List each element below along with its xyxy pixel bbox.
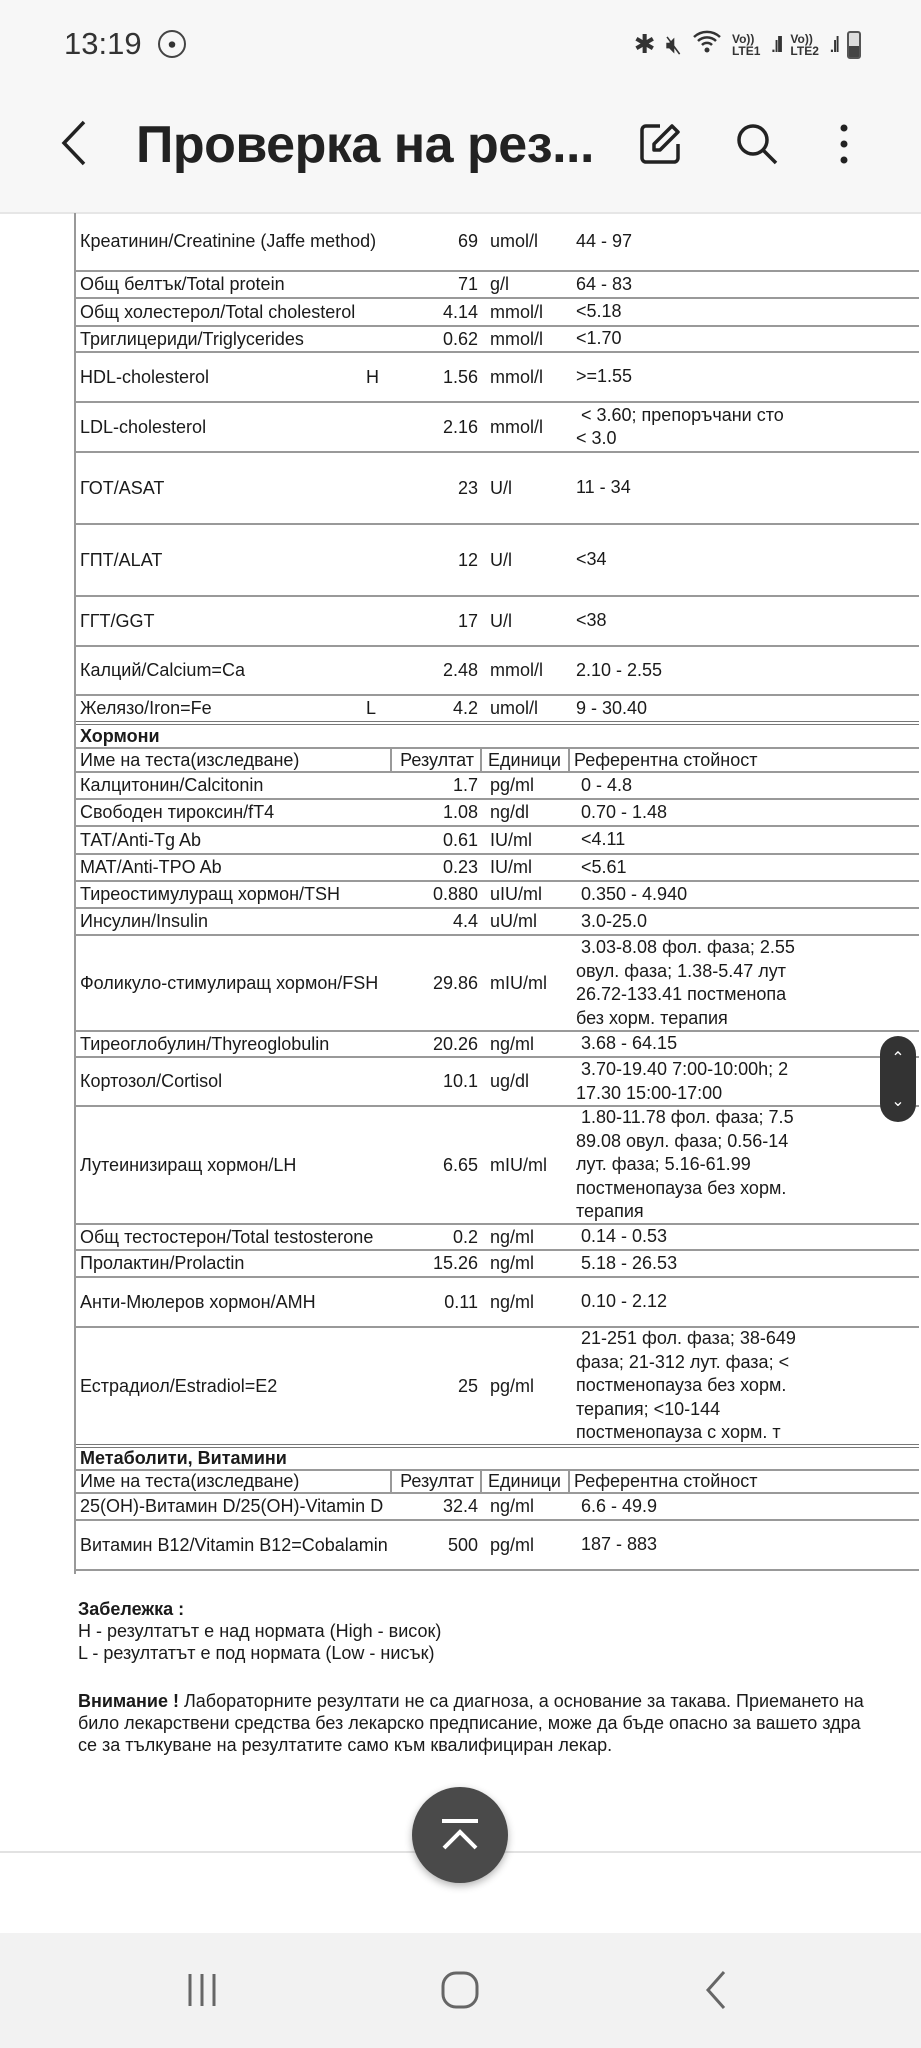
reference-line: >=1.55 [576,366,633,387]
result-units: ng/ml [490,1033,535,1054]
reference-range [576,299,876,325]
column-header-row [76,749,919,773]
result-units: pg/ml [490,1375,535,1396]
status-icons [634,28,861,61]
test-name: Пролактин/Prolactin [80,1253,245,1273]
reference-line: лут. фаза; 5.16-61.99 [576,1154,751,1175]
reference-line: овул. фаза; 1.38-5.47 лут [576,960,786,981]
result-value: 69 [457,231,478,251]
reference-line: 0.14 - 0.53 [576,1226,668,1247]
result-value: 0.62 [442,328,478,349]
recent-apps-button[interactable] [172,1963,232,2017]
test-name: ГОТ/ASAT [80,477,165,498]
reference-line: 64 - 83 [576,273,633,294]
reference-range [576,1278,876,1326]
table-row [76,525,919,597]
table-row [76,597,919,647]
more-icon[interactable] [820,120,868,168]
result-units: U/l [490,549,512,570]
reference-range [576,909,876,934]
reference-line: 0.10 - 2.12 [576,1291,668,1312]
reference-line: 3.03-8.08 фол. фаза; 2.55 [576,937,795,957]
reference-line: 9 - 30.40 [576,697,648,718]
result-units: uU/ml [490,911,538,931]
test-name: HDL-cholesterol [80,366,210,387]
reference-line: 89.08 овул. фаза; 0.56-14 [576,1130,789,1151]
table-row [76,882,919,909]
result-value: 0.2 [452,1226,478,1247]
result-value: 6.65 [442,1154,478,1175]
reference-line: 1.80-11.78 фол. фаза; 7.5 [576,1107,794,1128]
warning-label: Внимание ! [78,1691,179,1711]
result-value: 0.880 [432,884,478,904]
test-name: Фоликуло-стимулиращ хормон/FSH [80,972,379,993]
test-name: Калцитонин/Calcitonin [80,775,264,795]
reference-range [576,353,876,401]
table-row [76,1278,919,1328]
note-high: H - резултатът е над нормата (High - висок) [78,1621,442,1641]
warning-block [78,1690,908,1756]
navigation-bar [0,1933,921,2048]
table-row [76,647,919,696]
reference-line: 0 - 4.8 [576,774,633,795]
table-row [76,1058,919,1107]
result-units: ng/ml [490,1496,535,1516]
lab-results-table [74,213,919,1574]
reference-range [576,855,876,880]
result-value: 4.14 [442,301,478,322]
reference-line: < 3.60; препоръчани сто [576,404,784,425]
reference-line: 2.10 - 2.55 [576,659,663,680]
reference-range [576,1032,876,1056]
table-row [76,696,919,725]
warning-text: Лабораторните резултати не са диагноза, а основание за такава. Приемането на [178,1691,864,1711]
network-label: LTE2 [790,43,819,58]
reference-line: 26.72-133.41 постменопа [576,984,787,1004]
result-units: U/l [490,477,512,498]
result-units: g/l [490,274,510,294]
reference-range [576,1107,876,1223]
reference-line: 3.68 - 64.15 [576,1033,678,1054]
section-title: Метаболити, Витамини [80,1448,287,1468]
reference-line: <34 [576,549,607,570]
table-row [76,773,919,800]
reference-range [576,1251,876,1276]
result-flag: L [366,698,377,718]
result-units: ng/dl [490,802,530,822]
column-header-result: Резултат [392,749,482,771]
chevron-up-icon: ⌃ [891,1049,905,1067]
reference-line: 0.350 - 4.940 [576,883,688,904]
reference-range [576,1521,876,1569]
result-units: umol/l [490,698,539,718]
reference-line: 21-251 фол. фаза; 38-649 [576,1328,796,1349]
result-value: 0.11 [444,1291,478,1312]
signal-icon: .ıll [770,31,781,57]
search-icon[interactable] [733,120,781,168]
result-value: 15.26 [432,1253,478,1273]
test-name: Инсулин/Insulin [80,911,209,931]
column-header-result: Резултат [392,1471,482,1492]
table-row [76,403,919,453]
status-time: 13:19 [64,26,142,61]
result-value: 4.4 [452,911,478,931]
reference-line: постменопауза без хорм. [576,1375,787,1396]
reference-line: 17.30 15:00-17:00 [576,1082,723,1103]
reference-range [576,1328,876,1444]
test-name: 25(OH)-Витамин D/25(OH)-Vitamin D [80,1496,384,1516]
reference-range [576,800,876,825]
test-name: Тиреоглобулин/Thyreoglobulin [80,1033,330,1054]
reference-line: <5.18 [576,301,622,322]
notes-title: Забележка : [78,1599,185,1619]
warning-text: било лекарствени средства без лекарско предписание, може да бъде опасно за вашето здра [78,1713,861,1733]
result-units: ng/ml [490,1291,535,1312]
test-name: Анти-Мюлеров хормон/AMH [80,1291,316,1312]
test-name: ТАТ/Anti-Tg Ab [80,829,202,850]
column-header-reference: Референтна стойност [574,1471,758,1491]
home-button[interactable] [430,1963,490,2017]
reference-line: <38 [576,610,607,631]
column-header-name: Име на теста(изследване) [76,749,392,771]
table-row [76,453,919,525]
section-title: Хормони [80,725,160,746]
network-label: LTE1 [731,43,761,58]
top-bar [0,0,921,214]
table-row [76,299,919,327]
result-value: 17 [457,610,478,631]
warning-text: се за тълкуване на резултатите само към квалифициран лекар. [78,1735,613,1755]
signal-icon: .ıl [828,31,837,57]
note-low: L - резултатът е под нормата (Low - нисък) [78,1643,435,1663]
result-units: ug/dl [490,1071,530,1091]
result-value: 20.26 [432,1033,478,1054]
result-units: ng/ml [490,1226,535,1247]
table-row [76,1225,919,1251]
fast-scroll-handle[interactable] [880,1036,916,1122]
result-units: pg/ml [490,1534,535,1555]
reference-line: 11 - 34 [576,477,631,498]
result-units: mmol/l [490,416,543,437]
reference-line: 3.70-19.40 7:00-10:00h; 2 [576,1059,789,1079]
table-row [76,1251,919,1278]
result-value: 1.7 [452,775,478,795]
reference-range [576,525,876,595]
edit-icon[interactable] [636,120,684,168]
reference-range [576,882,876,907]
reference-line: терапия; <10-144 [576,1398,721,1419]
result-units: IU/ml [490,829,532,850]
test-name: Калций/Calcium=Ca [80,660,245,680]
reference-range [576,773,876,798]
table-row [76,1328,919,1448]
result-units: mmol/l [490,366,543,387]
result-units: mmol/l [490,660,543,680]
test-name: Свободен тироксин/fT4 [80,802,275,822]
reference-line: постменопауза с хорм. т [576,1422,781,1443]
result-units: U/l [490,610,512,631]
back-icon[interactable] [58,118,88,177]
table-row [76,272,919,299]
table-row [76,800,919,827]
reference-line: 6.6 - 49.9 [576,1495,658,1516]
reference-line: постменопауза без хорм. [576,1177,787,1198]
result-value: 0.61 [442,829,478,850]
column-header-row [76,1471,919,1494]
test-name: Общ белтък/Total protein [80,274,285,294]
column-header-units: Единици [482,749,570,771]
test-name: Кортозол/Cortisol [80,1071,223,1091]
table-row [76,936,919,1032]
column-header-units: Единици [482,1471,570,1492]
reference-range [576,1225,876,1249]
result-value: 1.56 [442,366,478,387]
volte-label: Vo)) [790,31,813,46]
table-row [76,1032,919,1058]
reference-line: <5.61 [576,856,627,877]
reference-range [576,827,876,853]
test-name: LDL-cholesterol [80,416,207,437]
bluetooth-icon: ✱ [633,29,656,59]
section-header [76,1448,919,1471]
reference-range [576,403,876,451]
reference-line: 187 - 883 [576,1534,658,1555]
reference-line: без хорм. терапия [576,1007,728,1028]
chevron-down-icon: ⌄ [891,1092,905,1110]
scroll-top-icon [438,1818,482,1852]
test-name: Естрадиол/Estradiol=E2 [80,1375,278,1396]
reference-line: 5.18 - 26.53 [576,1252,678,1273]
reference-range [576,936,876,1030]
test-name: ГГТ/GGT [80,610,155,631]
reference-range [576,272,876,297]
result-units: mIU/ml [490,1154,547,1175]
mute-icon: 🔇︎ [665,28,682,59]
test-name: Креатинин/Creatinine (Jaffe method) [80,231,377,251]
reference-range [576,213,876,270]
result-value: 71 [457,274,478,294]
notes-block [78,1598,908,1664]
test-name: Желязо/Iron=Fe [80,698,212,718]
test-name: МАТ/Anti-TPO Ab [80,857,222,877]
reference-line: 3.0-25.0 [576,910,648,931]
result-units: mmol/l [490,328,543,349]
reference-line: 44 - 97 [576,230,633,251]
reference-line: 0.70 - 1.48 [576,801,668,822]
reference-line: < 3.0 [576,428,617,448]
test-name: Общ холестерол/Total cholesterol [80,301,356,322]
reference-range [576,597,876,645]
table-row [76,827,919,855]
result-value: 0.23 [442,857,478,877]
reference-range [576,696,876,721]
test-name: Триглицериди/Triglycerides [80,328,304,349]
volte-label: Vo)) [731,31,755,46]
page-title: Проверка на рез... [136,116,594,174]
reference-line: фаза; 21-312 лут. фаза; < [576,1351,790,1372]
result-units: uIU/ml [490,884,543,904]
result-units: mmol/l [490,301,543,322]
table-row [76,327,919,353]
reference-range [576,647,876,694]
column-header-name: Име на теста(изследване) [76,1471,392,1492]
battery-icon [847,31,861,59]
result-units: umol/l [490,231,539,251]
back-button[interactable] [686,1963,746,2017]
sim1-indicator [732,33,760,57]
table-row [76,909,919,936]
table-row [76,855,919,882]
test-name: Общ тестостерон/Total testosterone [80,1226,374,1247]
result-units: pg/ml [490,775,535,795]
test-name: Тиреостимулуращ хормон/TSH [80,884,341,904]
table-row [76,213,919,272]
table-row [76,353,919,403]
result-units: ng/ml [490,1253,535,1273]
result-units: mIU/ml [490,972,547,993]
result-value: 500 [447,1534,478,1555]
reference-line: <1.70 [576,328,622,349]
section-header [76,725,919,749]
reference-range [576,1058,876,1105]
scroll-to-top-button[interactable] [412,1787,508,1883]
sim2-indicator [790,33,818,57]
wifi-icon [692,28,722,61]
result-value: 25 [457,1375,478,1396]
result-units: IU/ml [490,857,532,877]
result-flag: H [366,366,379,387]
table-row [76,1494,919,1521]
result-value: 10.1 [442,1071,478,1091]
result-value: 2.16 [442,416,478,437]
sound-recorder-icon: ⏺ [158,30,186,58]
result-value: 2.48 [442,660,478,680]
result-value: 4.2 [452,698,478,718]
table-row [76,1521,919,1571]
result-value: 29.86 [432,972,478,993]
reference-range [576,327,876,351]
reference-range [576,453,876,523]
reference-line: <4.11 [576,829,626,850]
table-row [76,1107,919,1225]
test-name: Лутеинизиращ хормон/LH [80,1154,297,1175]
result-value: 12 [457,549,478,570]
result-value: 32.4 [442,1496,478,1516]
result-value: 1.08 [442,802,478,822]
test-name: Витамин B12/Vitamin B12=Cobalamin [80,1534,388,1555]
reference-line: терапия [576,1201,644,1222]
reference-range [576,1494,876,1519]
test-name: ГПТ/ALAT [80,549,163,570]
result-value: 23 [457,477,478,498]
column-header-reference: Референтна стойност [574,749,758,770]
